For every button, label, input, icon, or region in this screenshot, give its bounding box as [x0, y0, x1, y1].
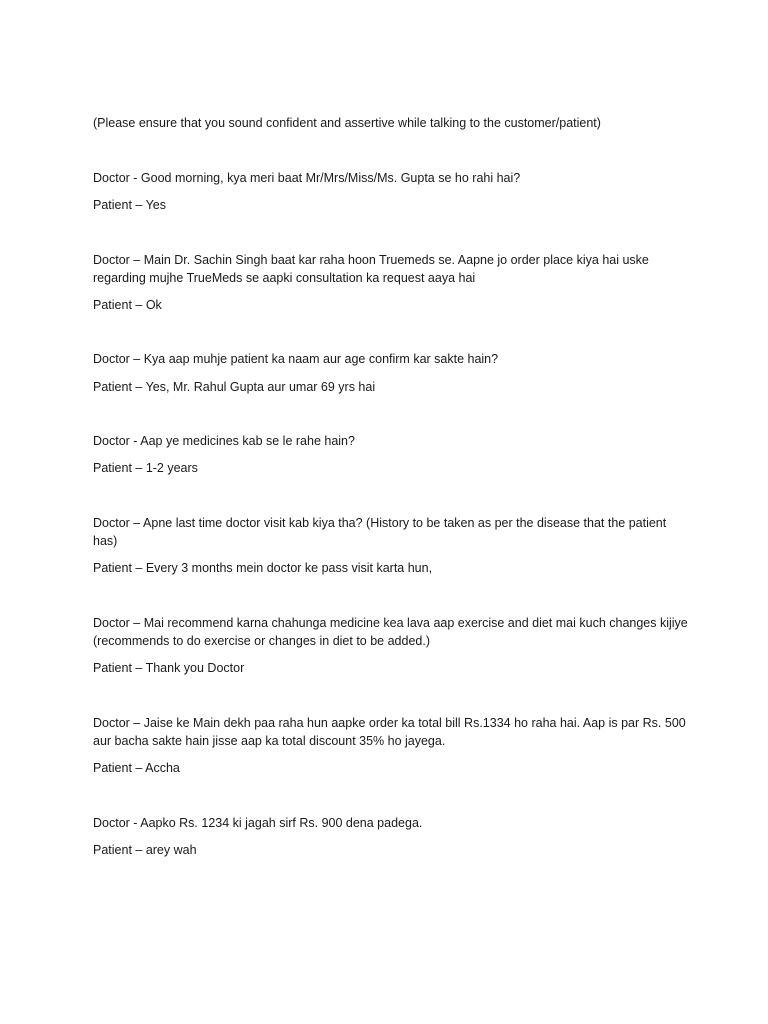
patient-line-2: Patient – Ok	[93, 298, 162, 312]
patient-line-5: Patient – Every 3 months mein doctor ke pass visit karta hun,	[93, 561, 433, 575]
patient-line-8: Patient – arey wah	[93, 843, 197, 857]
doctor-line-4: Doctor - Aap ye medicines kab se le rahe hain?	[93, 434, 355, 448]
patient-line-3: Patient – Yes, Mr. Rahul Gupta aur umar 69 yrs hai	[93, 380, 376, 394]
doctor-line-3: Doctor – Kya aap muhje patient ka naam aur age confirm kar sakte hain?	[93, 352, 499, 366]
doctor-line-5: Doctor – Apne last time doctor visit kab kiya tha? (History to be taken as per the disease that the patient has)	[93, 516, 667, 548]
doctor-line-8: Doctor - Aapko Rs. 1234 ki jagah sirf Rs. 900 dena padega.	[93, 816, 423, 830]
patient-line-1: Patient – Yes	[93, 198, 166, 212]
patient-line-7: Patient – Accha	[93, 761, 180, 775]
doctor-line-7: Doctor – Jaise ke Main dekh paa raha hun aapke order ka total bill Rs.1334 ho raha hai. Aap is par Rs. 500 aur bacha sakte hain jisse aap ka total discount 35% ho jayega.	[93, 716, 686, 748]
doctor-line-1: Doctor - Good morning, kya meri baat Mr/Mrs/Miss/Ms. Gupta se ho rahi hai?	[93, 171, 521, 185]
patient-line-4: Patient – 1-2 years	[93, 461, 198, 475]
doctor-line-2: Doctor – Main Dr. Sachin Singh baat kar raha hoon Truemeds se. Aapne jo order place kiya hai uske regarding mujhe TrueMeds se aapki consultation ka request aaya hai	[93, 253, 649, 285]
instruction-note: (Please ensure that you sound confident and assertive while talking to the customer/patient)	[93, 116, 601, 130]
doctor-line-6: Doctor – Mai recommend karna chahunga medicine kea lava aap exercise and diet mai kuch changes kijiye (recommends to do exercise or changes in diet to be added.)	[93, 616, 688, 648]
patient-line-6: Patient – Thank you Doctor	[93, 661, 245, 675]
